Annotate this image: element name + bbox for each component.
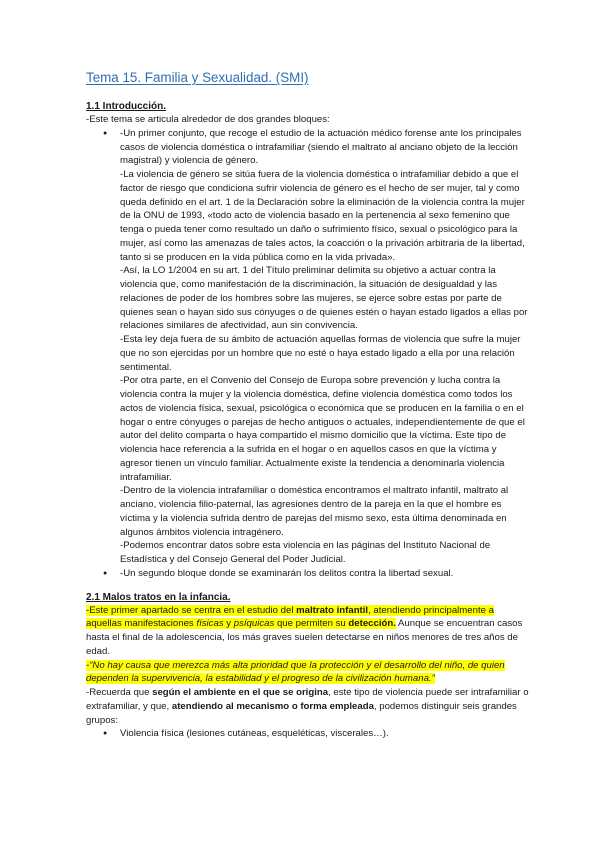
plain-text: , podemos distinguir seis grandes grupos: [86,700,517,726]
document-title: Tema 15. Familia y Sexualidad. (SMI) [86,70,309,85]
plain-text: -Recuerda que [86,687,153,698]
section-1-body [86,168,531,567]
section-2-paragraph-1 [86,604,531,659]
list-item: ● Violencia física (lesiones cutáneas, esqueléticas, viscerales…). [86,727,531,741]
spacer [86,581,531,591]
section-2-quote [86,659,531,687]
list-item: ● -Un primer conjunto, que recoge el estudio de la actuación médico forense ante los principales casos de violencia doméstica o intrafamiliar (siendo el maltrato al anciano objeto de la lección magistral) y violencia de género. [86,127,531,168]
paragraph: -Podemos encontrar datos sobre esta violencia en las páginas del Instituto Nacional de Estadística y del Consejo General del Poder Judicial. [120,540,491,565]
plain-text: , este tipo de violencia puede ser intrafamiliar o extrafamiliar, y que, [86,687,529,712]
highlighted-bold-text: maltrato infantil [296,604,369,616]
plain-text: Aunque se encuentran casos hasta el final de la adolescencia, los más graves suelen detectarse en niños menores de tres años de edad. [86,618,523,657]
paragraph: -Así, la LO 1/2004 en su art. 1 del Título preliminar delimita su objetivo a actuar contra la violencia que, como manifestación de la discriminación, la situación de desigualdad y las relaciones de poder de los hombres sobre las mujeres, se ejerce sobre estas por parte de quienes sean o hayan sido sus cónyuges o de quienes estén o hayan estado ligados a ellas por relaciones similares de afectividad, aun sin convivencia. [120,265,528,332]
section-2-heading: 2.1 Malos tratos en la infancia. [86,591,231,603]
highlighted-text: que permiten su [274,618,349,630]
paragraph: -La violencia de género se sitúa fuera de la violencia doméstica o intrafamiliar debido a que el factor de riesgo que condiciona sufrir violencia de género es el hecho de ser mujer, tal y como queda definido en el art. 1 de la Declaración sobre la eliminación de la violencia contra la mujer de la ONU de 1993, «todo acto de violencia basado en la pertenencia al sexo femenino que tenga o pueda tener como resultado un daño o sufrimiento físico, sexual o psicológico para la mujer, así como las amenazas de tales actos, la coacción o la privación arbitraria de la libertad, tanto si se producen en la vida pública como en la vida privada». [120,169,525,263]
section-1-list [86,127,531,168]
list-item: ● -Un segundo bloque donde se examinarán los delitos contra la libertad sexual. [86,567,531,581]
section-2-list [86,727,531,741]
highlighted-italic-text: psíquicas [233,618,275,630]
bold-text: según el ambiente en el que se origina [152,687,329,698]
highlighted-italic-text: físicas [196,618,224,630]
highlighted-quote: -“No hay causa que merezca más alta prioridad que la protección y el desarrollo del niño, de quien dependen la supervivencia, la estabilidad y el progreso de la civilización humana.” [86,659,505,685]
paragraph: -Esta ley deja fuera de su ámbito de actuación aquellas formas de violencia que sufre la mujer que no son ejercidas por un hombre que no esté o haya estado ligado a ella por una relación sentimental. [120,334,521,373]
highlighted-text: y [223,618,234,630]
paragraph: -Por otra parte, en el Convenio del Consejo de Europa sobre prevención y lucha contra la violencia contra la mujer y la violencia doméstica, define violencia doméstica como todos los actos de violencia física, sexual, psicológica o económica que se producen en la familia o en el hogar o entre cónyuges o parejas de hecho antiguos o actuales, independientemente de que el autor del delito comparta o haya compartido el mismo domicilio que la víctima. Este tipo de violencia hace referencia a la sufrida en el hogar o en aquellos casos en que la víctima y agresor tienen un vínculo familiar. Actualmente existe la tendencia a denominarla violencia intrafamiliar. [120,375,525,483]
bold-text: atendiendo al mecanismo o forma empleada [171,700,374,712]
highlighted-bold-text: detección. [348,618,396,630]
section-1-heading: 1.1 Introducción. [86,101,167,112]
paragraph: -Dentro de la violencia intrafamiliar o doméstica encontramos el maltrato infantil, maltrato al anciano, violencia filio-paternal, las agresiones dentro de la pareja en la que el hombre es víctima y la violencia sufrida dentro de parejas del mismo sexo, esta última denominada en algunos ámbitos violencia intragénero. [120,485,509,538]
section-1-list-2 [86,567,531,581]
highlighted-text: -Este primer apartado se centra en el estudio del [86,604,297,616]
section-1-intro: -Este tema se articula alrededor de dos grandes bloques: [86,114,330,125]
section-2-paragraph-3 [86,686,531,727]
highlighted-text: , atendiendo principalmente a aquellas manifestaciones [86,604,494,630]
